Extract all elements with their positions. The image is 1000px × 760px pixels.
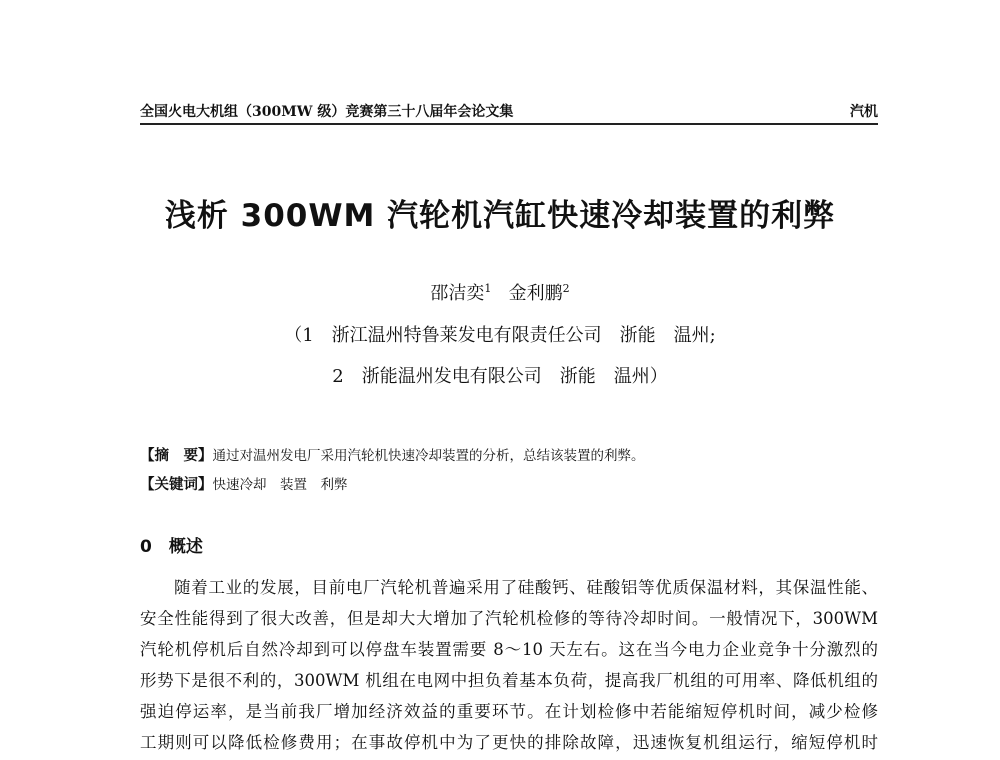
keywords-label: 【关键词】 <box>140 476 213 493</box>
body-line: 汽轮机停机后自然冷却到可以停盘车装置需要 8～10 天左右。这在当今电力企业竞争十分激烈的 <box>140 640 878 659</box>
keywords <box>140 473 348 494</box>
affiliation-2: 2 浙能温州发电有限公司 浙能 温州） <box>332 366 668 387</box>
body-line: 工期则可以降低检修费用；在事故停机中为了更快的排除故障，迅速恢复机组运行，缩短停机时 <box>140 733 878 752</box>
abstract-label: 【摘 要】 <box>140 447 213 464</box>
body-line: 随着工业的发展，目前电厂汽轮机普遍采用了硅酸钙、硅酸铝等优质保温材料，其保温性能、 <box>174 578 878 597</box>
author-1: 邵洁奕 <box>430 283 485 304</box>
author-2-sup: 2 <box>562 282 570 295</box>
running-header-right: 汽机 <box>850 104 878 120</box>
body-line: 强迫停运率，是当前我厂增加经济效益的重要环节。在计划检修中若能缩短停机时间，减少检修 <box>140 702 878 721</box>
affiliation-1: （1 浙江温州特鲁莱发电有限责任公司 浙能 温州; <box>284 325 716 346</box>
abstract <box>140 444 645 465</box>
author-2: 金利鹏 <box>508 283 563 304</box>
running-header <box>140 101 878 125</box>
running-header-left: 全国火电大机组（300MW 级）竞赛第三十八届年会论文集 <box>140 104 514 120</box>
section-heading: 0 概述 <box>140 537 203 557</box>
authors <box>0 279 1000 305</box>
abstract-text: 通过对温州发电厂采用汽轮机快速冷却装置的分析，总结该装置的利弊。 <box>212 448 645 464</box>
paper-title: 浅析 300WM 汽轮机汽缸快速冷却装置的利弊 <box>164 198 836 234</box>
keywords-text: 快速冷却 装置 利弊 <box>212 477 348 493</box>
body-line: 安全性能得到了很大改善，但是却大大增加了汽轮机检修的等待冷却时间。一般情况下，300WM <box>140 609 878 628</box>
body-line: 形势下是很不利的，300WM 机组在电网中担负着基本负荷，提高我厂机组的可用率、降低机组的 <box>140 671 878 690</box>
author-1-sup: 1 <box>484 282 492 295</box>
